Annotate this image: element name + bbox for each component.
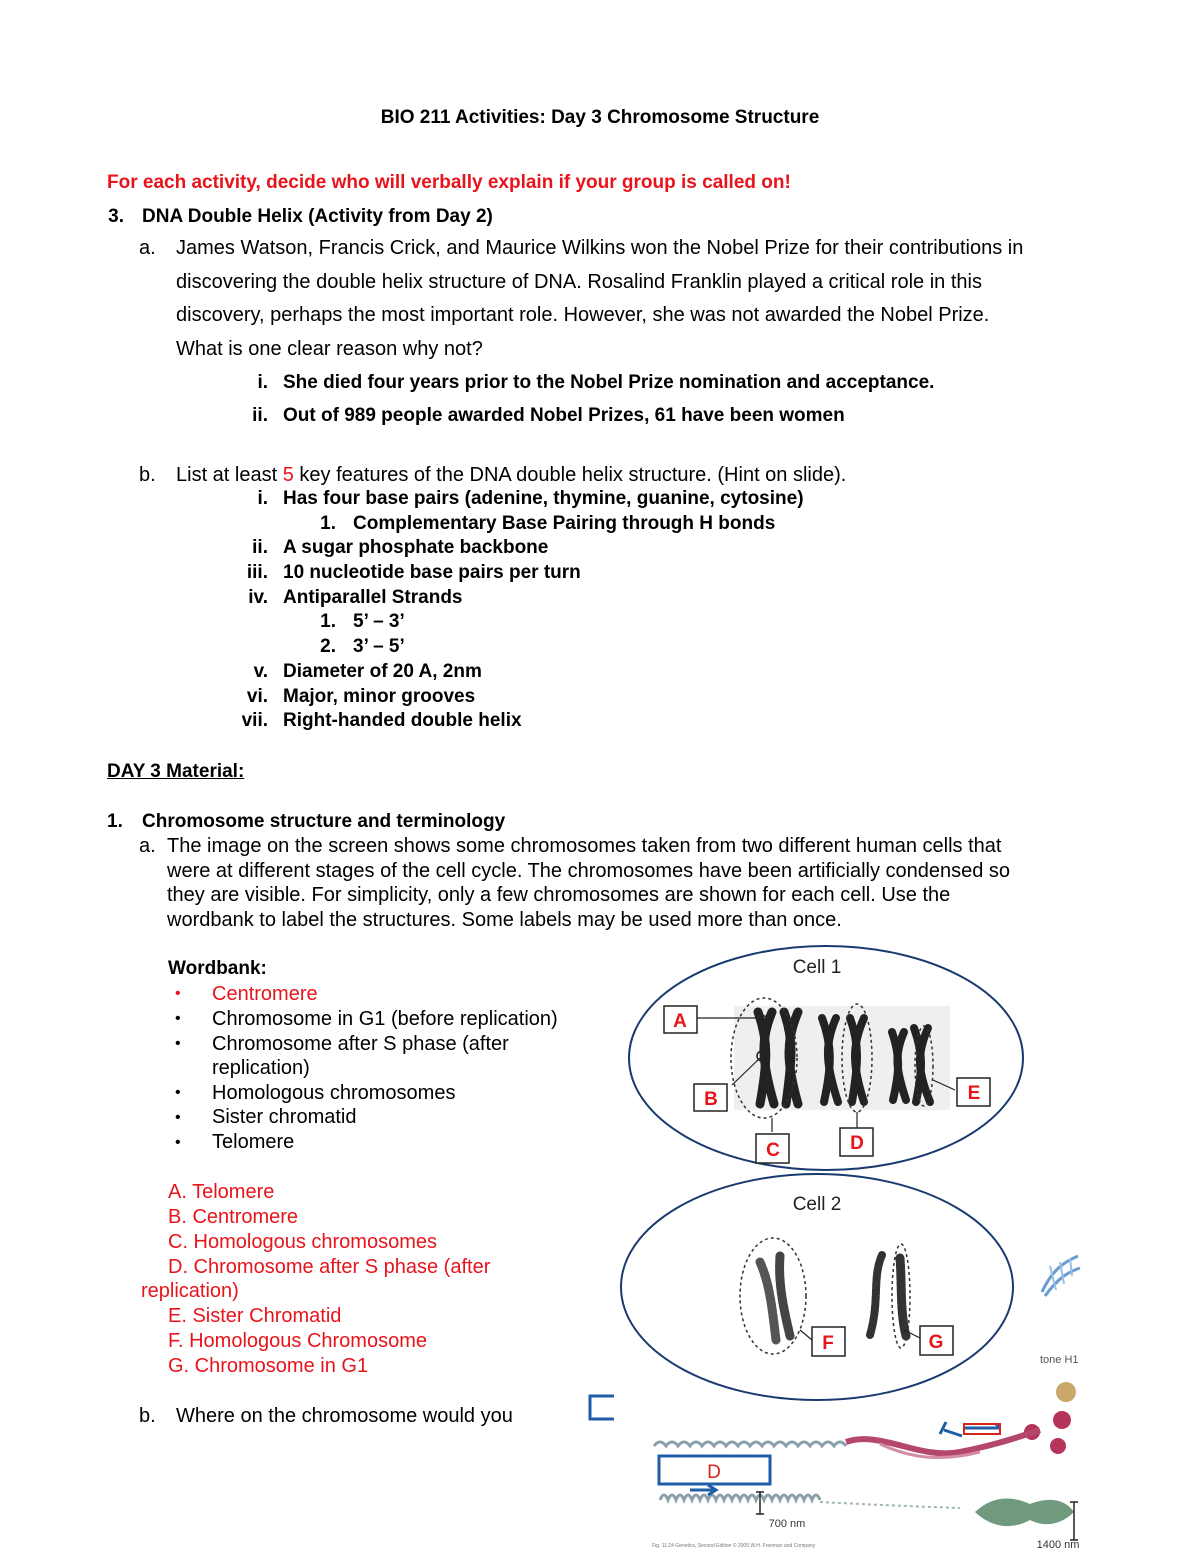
feature-iv: Antiparallel Strands: [283, 587, 463, 608]
label-d: D: [850, 1133, 864, 1154]
answer-e: E. Sister Chromatid: [168, 1305, 342, 1327]
answer-ii-number: ii.: [252, 405, 268, 426]
answer-a: A. Telomere: [168, 1181, 275, 1203]
feature-iv-1: 5’ – 3’: [353, 611, 405, 632]
figure-credit: Fig. 11.24 Genetics, Second Edition © 2005 W.H. Freeman and Company: [652, 1543, 816, 1549]
section1-a-line1: The image on the screen shows some chromosomes taken from two different human cells that: [167, 835, 1002, 857]
wordbank-title: Wordbank:: [168, 958, 267, 979]
feature-vii-number: vii.: [241, 710, 268, 731]
day3-heading: DAY 3 Material:: [107, 761, 245, 782]
feature-iii: 10 nucleotide base pairs per turn: [283, 562, 581, 583]
section1-a-line3: they are visible. For simplicity, only a few chromosomes are shown for each cell. Use the: [167, 884, 951, 906]
lower-d-label: D: [707, 1462, 721, 1483]
answer-d: D. Chromosome after S phase (after: [168, 1256, 491, 1278]
answer-i-number: i.: [257, 372, 268, 393]
dna-helix-fragment: [1042, 1256, 1080, 1296]
answer-g: G. Chromosome in G1: [168, 1355, 369, 1377]
answer-d-cont: replication): [141, 1280, 239, 1302]
feature-vi: Major, minor grooves: [283, 686, 476, 707]
label-c: C: [766, 1140, 780, 1161]
section1-a-marker: a.: [139, 835, 156, 857]
feature-ii-number: ii.: [252, 537, 268, 558]
answer-c: C. Homologous chromosomes: [168, 1231, 437, 1253]
prompt-pre: List at least: [176, 464, 283, 486]
feature-v-number: v.: [253, 661, 268, 682]
homologous-pair-g1: [760, 1256, 790, 1340]
feature-iii-number: iii.: [246, 562, 268, 583]
feature-vi-number: vi.: [246, 686, 268, 707]
feature-iv-2-number: 2.: [320, 636, 336, 657]
wordbank-item-homologous: Homologous chromosomes: [212, 1082, 456, 1104]
section1-heading: Chromosome structure and terminology: [142, 811, 506, 832]
label-a: A: [673, 1011, 687, 1032]
feature-vii: Right-handed double helix: [283, 710, 522, 731]
homologous-pair-2: [870, 1255, 906, 1336]
feature-v: Diameter of 20 A, 2nm: [283, 661, 482, 682]
feature-i: Has four base pairs (adenine, thymine, guanine, cytosine): [283, 488, 804, 509]
wordbank-bullet: •: [175, 1035, 181, 1052]
section3-heading: DNA Double Helix (Activity from Day 2): [142, 206, 493, 227]
section1-b-text: Where on the chromosome would you: [176, 1405, 513, 1427]
instruction: For each activity, decide who will verbally explain if your group is called on!: [107, 172, 791, 193]
cell2-label: Cell 2: [792, 1194, 842, 1215]
answer-ii: Out of 989 people awarded Nobel Prizes, 61 have been women: [283, 405, 845, 426]
section3-a-line4: What is one clear reason why not?: [176, 338, 483, 360]
section3-a-marker: a.: [139, 237, 156, 259]
feature-ii: A sugar phosphate backbone: [283, 537, 549, 558]
answer-i: She died four years prior to the Nobel Prize nomination and acceptance.: [283, 372, 935, 393]
section1-number: 1.: [107, 811, 123, 832]
section3-a-line3: discovery, perhaps the most important role. However, she was not awarded the Nobel Prize.: [176, 304, 990, 326]
feature-iv-1-number: 1.: [320, 611, 336, 632]
feature-i-1: Complementary Base Pairing through H bonds: [353, 513, 776, 534]
answer-b: B. Centromere: [168, 1206, 299, 1228]
scale-700: 700 nm: [768, 1518, 806, 1530]
prompt-post: key features of the DNA double helix structure. (Hint on slide).: [293, 464, 847, 486]
section1-a-line4: wordbank to label the structures. Some labels may be used more than once.: [167, 909, 842, 931]
label-b: B: [704, 1089, 718, 1110]
wordbank-item-s-phase: Chromosome after S phase (after: [212, 1033, 509, 1055]
wordbank-bullet: •: [175, 1109, 181, 1126]
label-e: E: [967, 1083, 981, 1104]
section1-b-marker: b.: [139, 1405, 156, 1427]
feature-i-number: i.: [257, 488, 268, 509]
answer-f: F. Homologous Chromosome: [168, 1330, 427, 1352]
page-title: BIO 211 Activities: Day 3 Chromosome Structure: [380, 107, 820, 128]
nucleosome-fragment: [1024, 1382, 1076, 1454]
wordbank-item-sister: Sister chromatid: [212, 1106, 357, 1128]
label-g: G: [928, 1332, 944, 1353]
section3-number: 3.: [108, 206, 124, 227]
scale-1400: 1400 nm: [1036, 1539, 1080, 1551]
prompt-count: 5: [282, 464, 294, 486]
feature-i-1-number: 1.: [320, 513, 336, 534]
wordbank-bullet: •: [175, 1084, 181, 1101]
section1-a-line2: were at different stages of the cell cycle. The chromosomes have been artificially condensed so: [167, 860, 1011, 882]
feature-iv-2: 3’ – 5’: [353, 636, 405, 657]
cell1-label: Cell 1: [792, 957, 842, 978]
tone-label: tone H1: [1040, 1354, 1079, 1366]
wordbank-item-telomere: Telomere: [212, 1131, 295, 1153]
wordbank-item-centromere: Centromere: [212, 983, 318, 1005]
section3-a-line1: James Watson, Francis Crick, and Maurice Wilkins won the Nobel Prize for their contributions in: [176, 237, 1024, 259]
bracket-fragment: [590, 1396, 614, 1419]
wordbank-bullet: •: [175, 1134, 181, 1151]
wordbank-item-g1: Chromosome in G1 (before replication): [212, 1008, 558, 1030]
section3-a-line2: discovering the double helix structure of DNA. Rosalind Franklin played a critical role in this: [176, 271, 982, 293]
wordbank-item-s-phase-cont: replication): [212, 1057, 310, 1079]
feature-iv-number: iv.: [248, 587, 268, 608]
wordbank-bullet: •: [175, 1010, 181, 1027]
wordbank-bullet: •: [175, 985, 181, 1002]
section3-b-marker: b.: [139, 464, 156, 486]
label-f: F: [822, 1333, 834, 1354]
